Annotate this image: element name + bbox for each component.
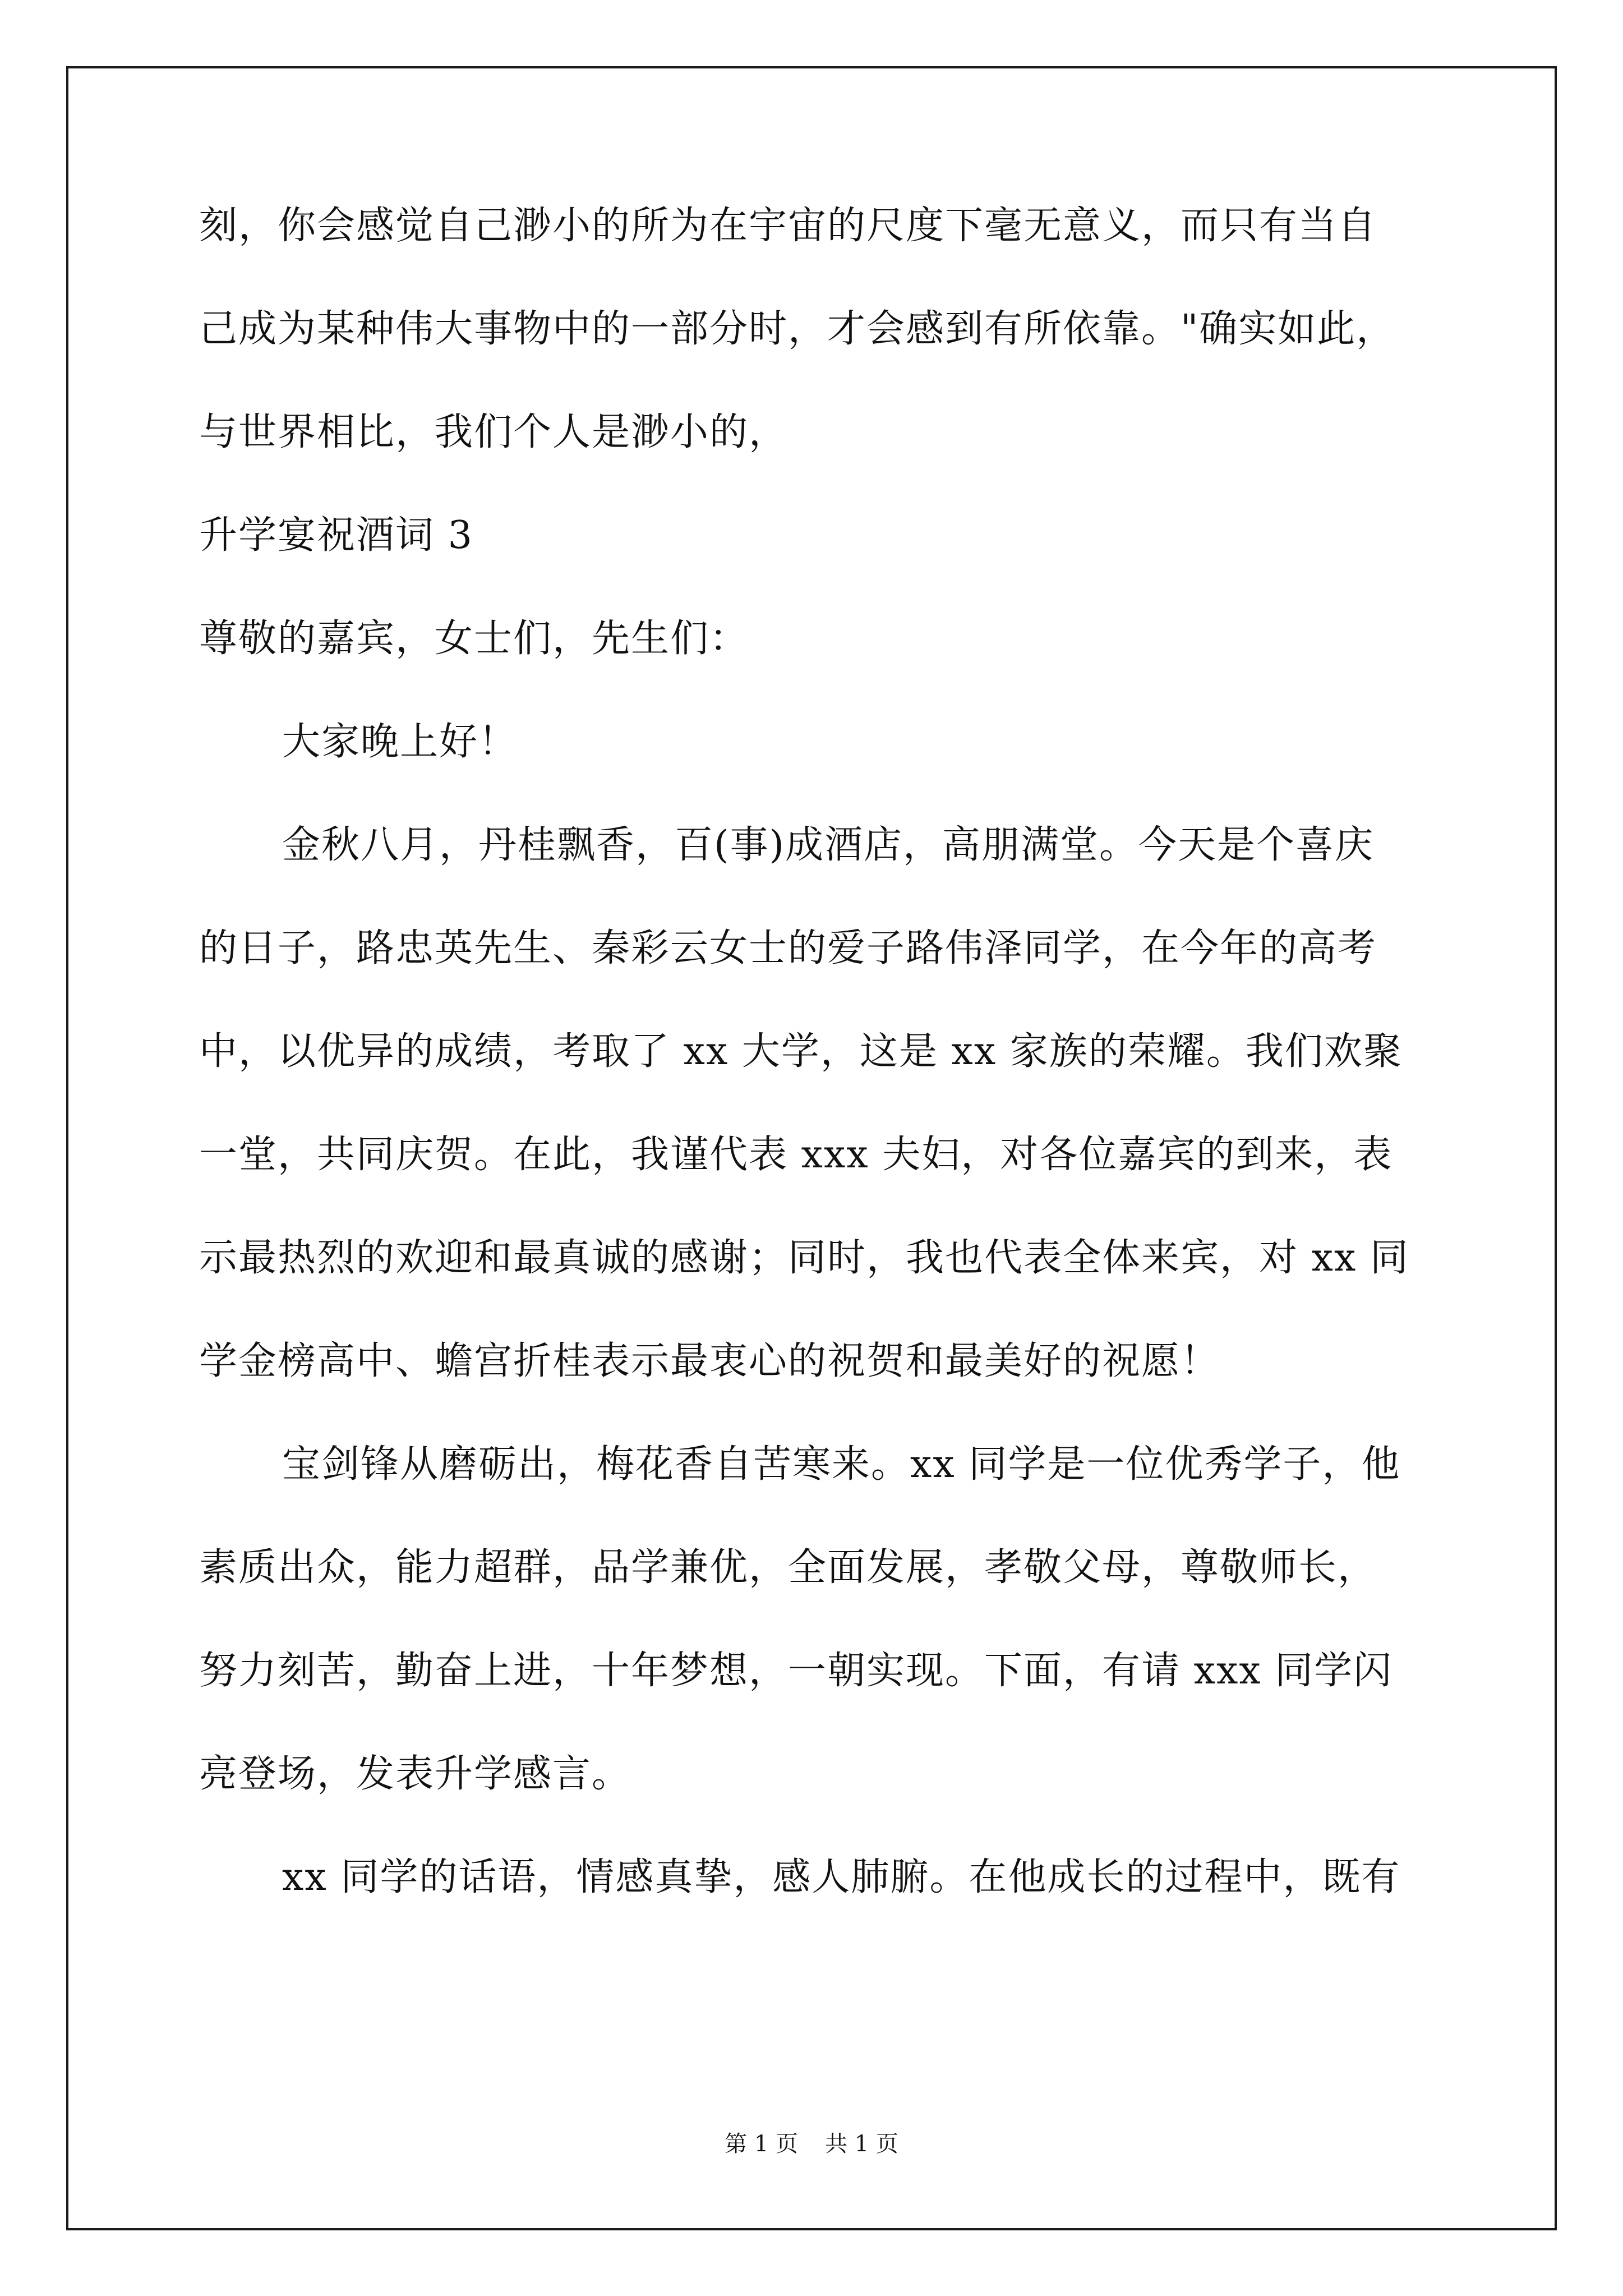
text-line: xx 同学的话语，情感真挚，感人肺腑。在他成长的过程中，既有: [282, 1855, 1401, 1899]
text-line: 己成为某种伟大事物中的一部分时，才会感到有所依靠。"确实如此，: [199, 307, 1396, 351]
text-line: 示最热烈的欢迎和最真诚的感谢；同时，我也代表全体来宾，对 xx 同: [199, 1236, 1409, 1280]
text-line: 金秋八月，丹桂飘香，百(事)成酒店，高朋满堂。今天是个喜庆: [282, 823, 1375, 867]
text-line: 中，以优异的成绩，考取了 xx 大学，这是 xx 家族的荣耀。我们欢聚: [199, 1029, 1403, 1074]
salutation: 尊敬的嘉宾，女士们，先生们：: [199, 616, 749, 661]
page-footer: [0, 2126, 1623, 2158]
greeting: 大家晚上好！: [282, 720, 518, 764]
page-number: 第 1 页: [725, 2131, 798, 2157]
text-line: 刻，你会感觉自己渺小的所为在宇宙的尺度下毫无意义，而只有当自: [199, 204, 1377, 248]
text-line: 素质出众，能力超群，品学兼优，全面发展，孝敬父母，尊敬师长，: [199, 1545, 1377, 1590]
text-line: 的日子，路忠英先生、秦彩云女士的爱子路伟泽同学，在今年的高考: [199, 926, 1377, 970]
text-line: 学金榜高中、蟾宫折桂表示最衷心的祝贺和最美好的祝愿！: [199, 1339, 1220, 1383]
text-line: 宝剑锋从磨砺出，梅花香自苦寒来。xx 同学是一位优秀学子，他: [282, 1442, 1401, 1487]
text-line: 与世界相比，我们个人是渺小的，: [199, 410, 789, 454]
section-heading: 升学宴祝酒词 3: [199, 513, 473, 558]
text-line: 一堂，共同庆贺。在此，我谨代表 xxx 夫妇，对各位嘉宾的到来，表: [199, 1133, 1393, 1177]
text-line: 亮登场，发表升学感言。: [199, 1752, 631, 1796]
page-total: 共 1 页: [825, 2131, 898, 2157]
document-body: [199, 199, 1444, 1954]
text-line: 努力刻苦，勤奋上进，十年梦想，一朝实现。下面，有请 xxx 同学闪: [199, 1649, 1393, 1693]
